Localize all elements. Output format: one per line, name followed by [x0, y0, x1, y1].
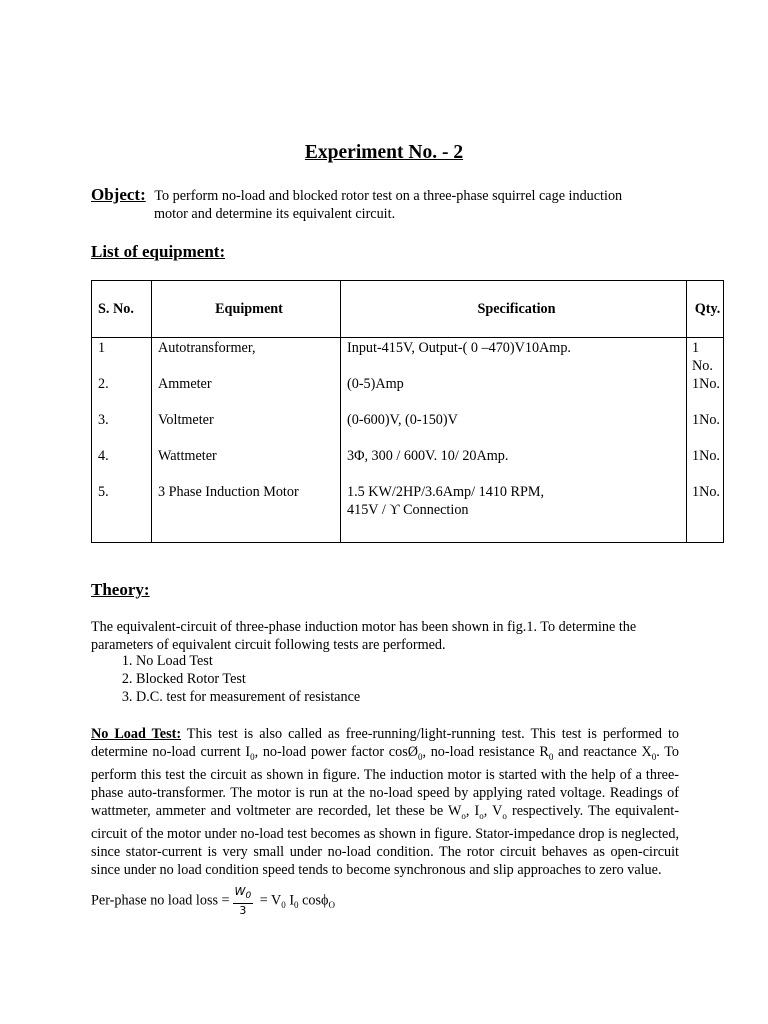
subscript: 0 — [294, 900, 299, 911]
subscript: 0 — [417, 751, 423, 762]
test-list — [91, 652, 360, 706]
paragraph-text: , no-load resistance R — [422, 744, 549, 760]
subscript: 0 — [281, 900, 286, 911]
list-item: 3. D.C. test for measurement of resistance — [136, 688, 360, 706]
header-equipment: Equipment — [152, 281, 341, 338]
subscript: 0 — [245, 891, 252, 902]
table-cell: 1 No. — [692, 340, 713, 374]
equipment-heading: List of equipment: — [91, 242, 226, 261]
formula-text: cosϕ — [298, 892, 329, 909]
no-load-loss-formula — [91, 885, 679, 917]
subscript: o — [461, 810, 466, 821]
table-cell — [347, 483, 686, 519]
header-qty: Qty. — [687, 281, 724, 338]
paragraph-text: . To perform this test the circuit as shown in figure. The induction motor is started with the help of a three-phase auto-transformer. The motor is run at the no-load speed by applying rated voltage. Readings of wattmeter, ammeter and voltmeter are recorded, let these be W — [91, 744, 680, 819]
table-cell: Input-415V, Output-( 0 –470)V10Amp. — [347, 340, 571, 356]
formula-text: I — [285, 892, 295, 909]
header-specification: Specification — [341, 281, 687, 338]
paragraph-text: , I — [465, 802, 480, 819]
column-specification — [341, 338, 687, 543]
table-cell: 1No. — [692, 376, 720, 392]
table-body-row — [92, 338, 724, 543]
fraction-denominator: 3 — [239, 904, 247, 918]
table-cell: 1No. — [692, 412, 720, 428]
table-cell: Autotransformer, — [158, 340, 256, 356]
column-sno — [92, 338, 152, 543]
equipment-table — [91, 280, 724, 543]
paragraph-text: and reactance X — [553, 744, 652, 760]
subscript: o — [502, 810, 507, 821]
subscript: O — [328, 900, 335, 911]
list-item: 2. Blocked Rotor Test — [136, 670, 360, 688]
table-cell: 4. — [98, 448, 109, 464]
table-cell: 1No. — [692, 484, 720, 500]
numerator-text: W — [234, 885, 246, 898]
list-item: 1. No Load Test — [136, 652, 360, 670]
object-text-line2: motor and determine its equivalent circuit. — [154, 206, 396, 222]
table-cell: 5. — [98, 484, 109, 500]
subscript: 0 — [651, 751, 657, 762]
no-load-label: No Load Test: — [91, 726, 182, 742]
theory-heading: Theory: — [91, 580, 150, 599]
table-cell: 1No. — [692, 448, 720, 464]
table-cell: 2. — [98, 376, 109, 392]
object-section — [91, 186, 691, 223]
table-cell: Ammeter — [158, 376, 212, 392]
formula-text: = V — [256, 892, 282, 909]
table-cell: 3Φ, 300 / 600V. 10/ 20Amp. — [347, 448, 509, 464]
table-cell: (0-600)V, (0-150)V — [347, 412, 458, 428]
subscript: 0 — [250, 751, 255, 762]
table-cell: 3. — [98, 412, 109, 428]
column-qty — [687, 338, 724, 543]
table-cell: 1 — [98, 340, 106, 356]
formula-prefix: Per-phase no load loss = — [91, 892, 230, 909]
table-cell: Voltmeter — [158, 412, 214, 428]
subscript: o — [479, 810, 484, 821]
spec-line: 415V / ϒ Connection — [347, 502, 469, 518]
theory-intro: The equivalent-circuit of three-phase induction motor has been shown in fig.1. To determine the parameters of equivalent circuit following tests are performed. — [91, 619, 637, 653]
experiment-title: Experiment No. - 2 — [304, 142, 464, 163]
table-cell: 3 Phase Induction Motor — [158, 484, 299, 500]
table-cell: Wattmeter — [158, 448, 217, 464]
fraction — [233, 885, 254, 917]
paragraph-text: , V — [483, 802, 503, 819]
object-text-line1: To perform no-load and blocked rotor test on a three-phase squirrel cage induction — [154, 188, 623, 204]
column-equipment — [152, 338, 341, 543]
table-header-row — [92, 281, 724, 338]
paragraph-text: This test is also called as free-running/light-running test. This test is performed to determine no-load current I — [91, 726, 679, 760]
table-cell: (0-5)Amp — [347, 376, 404, 392]
header-sno: S. No. — [92, 281, 152, 338]
paragraph-text: respectively. The equivalent-circuit of the motor under no-load test becomes as shown in figure. Stator-impedance drop is neglected, since stator-current is very small under no-load condition. The rotor circuit behaves as open-circuit since under no load condition speed tends to become synchronous and slip approaches to zero value. — [91, 802, 679, 878]
no-load-paragraph — [91, 725, 679, 879]
subscript: 0 — [548, 751, 554, 762]
object-label: Object: — [91, 185, 146, 204]
paragraph-text: , no-load power factor cosØ — [254, 744, 418, 760]
spec-line: 1.5 KW/2HP/3.6Amp/ 1410 RPM, — [347, 484, 545, 500]
fraction-numerator — [233, 885, 254, 904]
